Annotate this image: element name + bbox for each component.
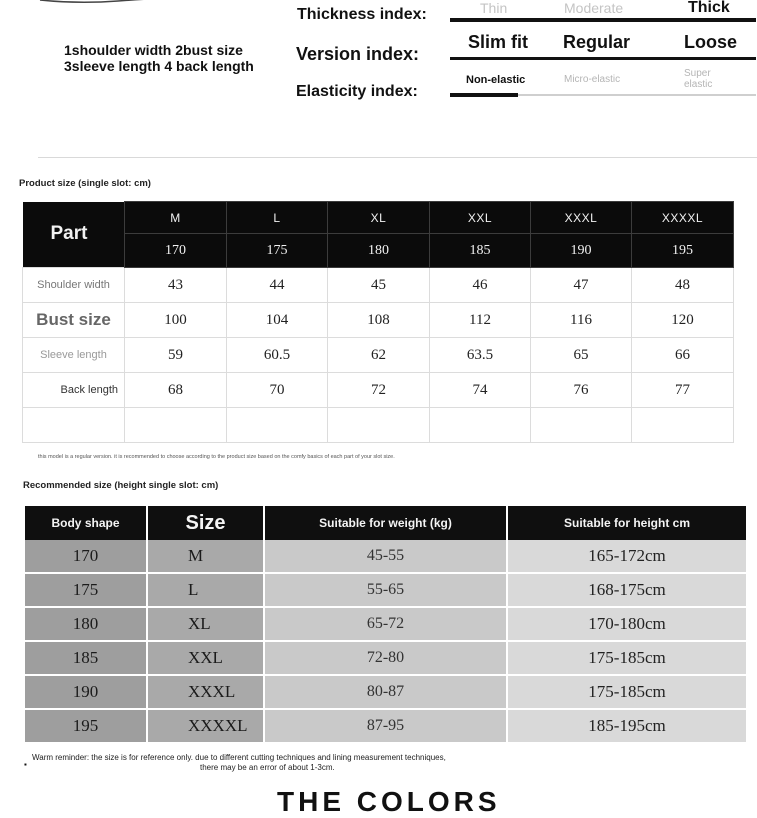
warm-reminder-line1: Warm reminder: the size is for reference only. due to different cutting techniques and lining measurement techniques, (32, 753, 446, 762)
table-cell: 70 (227, 373, 328, 408)
table-cell: 108 (328, 303, 430, 338)
part-header: Part (23, 202, 125, 268)
size-cell: XL (147, 607, 264, 641)
table-cell: 66 (632, 338, 734, 373)
empty-cell (328, 408, 430, 443)
height-header: 170 (125, 234, 227, 268)
height-range-cell: 185-195cm (507, 709, 747, 743)
empty-cell (430, 408, 531, 443)
version-option-loose: Loose (684, 32, 738, 52)
height-header: 180 (328, 234, 430, 268)
elasticity-option-non-elastic: Non-elastic (466, 74, 526, 86)
table-row (25, 641, 747, 675)
height-header-row (23, 234, 734, 268)
body-shape-cell: 175 (25, 573, 147, 607)
size-cell: XXL (147, 641, 264, 675)
height-header: 195 (632, 234, 734, 268)
height-header: 190 (531, 234, 632, 268)
height-range-cell: 175-185cm (507, 641, 747, 675)
empty-cell (125, 408, 227, 443)
size-header: XXXXL (632, 202, 734, 234)
thickness-option-thin: Thin (480, 0, 508, 16)
height-range-cell: 175-185cm (507, 675, 747, 709)
recommended-size-table (25, 506, 748, 744)
version-option-slim-fit: Slim fit (468, 32, 529, 52)
size-header: XXL (430, 202, 531, 234)
table-cell: 44 (227, 268, 328, 303)
body-shape-cell: 180 (25, 607, 147, 641)
version-index-label: Version index: (296, 44, 420, 64)
size-column-header: Size (147, 506, 264, 540)
thickness-index-label: Thickness index: (297, 6, 427, 23)
table-row (25, 540, 747, 573)
thickness-option-moderate: Moderate (564, 0, 624, 16)
table-cell: 60.5 (227, 338, 328, 373)
table-cell: 65 (531, 338, 632, 373)
weight-cell: 80-87 (264, 675, 507, 709)
body-shape-cell: 170 (25, 540, 147, 573)
table-row (23, 268, 734, 303)
table-row (25, 709, 747, 743)
size-header: M (125, 202, 227, 234)
height-range-cell: 165-172cm (507, 540, 747, 573)
table-row (25, 675, 747, 709)
elasticity-scale-fill (450, 93, 518, 97)
table-row (23, 303, 734, 338)
thickness-scale (450, 0, 756, 24)
row-label-back-length: Back length (23, 373, 125, 408)
weight-cell: 45-55 (264, 540, 507, 573)
thickness-scale-bar (450, 18, 756, 22)
table-cell: 48 (632, 268, 734, 303)
elasticity-index-label: Elasticity index: (296, 83, 418, 100)
table-cell: 59 (125, 338, 227, 373)
version-option-regular: Regular (563, 32, 631, 52)
table-row (25, 607, 747, 641)
table-cell: 62 (328, 338, 430, 373)
body-shape-header: Body shape (25, 506, 147, 540)
size-cell: L (147, 573, 264, 607)
table-cell: 100 (125, 303, 227, 338)
size-header-row (23, 202, 734, 234)
table-cell: 77 (632, 373, 734, 408)
body-shape-cell: 185 (25, 641, 147, 675)
weight-cell: 55-65 (264, 573, 507, 607)
recommended-header-row (25, 506, 747, 540)
section-divider (38, 157, 757, 158)
table-cell: 120 (632, 303, 734, 338)
measurement-legend: 1shoulder width 2bust size 3sleeve length 4 back length (64, 42, 254, 74)
thickness-option-thick: Thick (688, 0, 730, 16)
table-cell: 116 (531, 303, 632, 338)
weight-cell: 65-72 (264, 607, 507, 641)
weight-cell: 72-80 (264, 641, 507, 675)
bullet-icon: ▪ (24, 760, 27, 769)
version-scale-bar (450, 57, 756, 60)
size-cell: XXXXL (147, 709, 264, 743)
size-cell: XXXL (147, 675, 264, 709)
row-label-bust-size: Bust size (23, 303, 125, 338)
table-cell: 46 (430, 268, 531, 303)
warm-reminder-line2: there may be an error of about 1-3cm. (200, 763, 335, 772)
size-cell: M (147, 540, 264, 573)
empty-cell (632, 408, 734, 443)
elasticity-option-micro-elastic: Micro-elastic (564, 74, 621, 85)
empty-cell (531, 408, 632, 443)
height-header: 185 (430, 234, 531, 268)
table-cell: 47 (531, 268, 632, 303)
recommended-size-title: Recommended size (height single slot: cm) (23, 480, 219, 491)
table-cell: 104 (227, 303, 328, 338)
body-shape-cell: 190 (25, 675, 147, 709)
row-label-sleeve-length: Sleeve length (23, 338, 125, 373)
colors-section-title: THE COLORS (277, 786, 501, 817)
table-cell: 72 (328, 373, 430, 408)
table-row (25, 573, 747, 607)
table-cell: 63.5 (430, 338, 531, 373)
product-size-note: this model is a regular version. it is recommended to choose according to the product size based on the comfy basics of each part of your slot size. (38, 454, 395, 460)
body-shape-cell: 195 (25, 709, 147, 743)
size-header: L (227, 202, 328, 234)
version-scale (450, 31, 756, 61)
table-cell: 45 (328, 268, 430, 303)
weight-header: Suitable for weight (kg) (264, 506, 507, 540)
height-header: 175 (227, 234, 328, 268)
size-header: XL (328, 202, 430, 234)
weight-cell: 87-95 (264, 709, 507, 743)
empty-cell (23, 408, 125, 443)
product-size-title: Product size (single slot: cm) (19, 178, 151, 189)
table-cell: 68 (125, 373, 227, 408)
elasticity-option-super-elastic: Super elastic (684, 68, 713, 90)
table-cell: 74 (430, 373, 531, 408)
height-range-cell: 170-180cm (507, 607, 747, 641)
elasticity-scale (450, 64, 756, 100)
product-size-table (22, 201, 734, 443)
table-cell: 112 (430, 303, 531, 338)
table-cell: 43 (125, 268, 227, 303)
size-header: XXXL (531, 202, 632, 234)
table-row (23, 338, 734, 373)
warm-reminder (32, 753, 552, 773)
table-cell: 76 (531, 373, 632, 408)
garment-sketch (38, 0, 213, 6)
empty-cell (227, 408, 328, 443)
empty-row (23, 408, 734, 443)
height-range-cell: 168-175cm (507, 573, 747, 607)
height-range-header: Suitable for height cm (507, 506, 747, 540)
table-row (23, 373, 734, 408)
row-label-shoulder-width: Shoulder width (23, 268, 125, 303)
